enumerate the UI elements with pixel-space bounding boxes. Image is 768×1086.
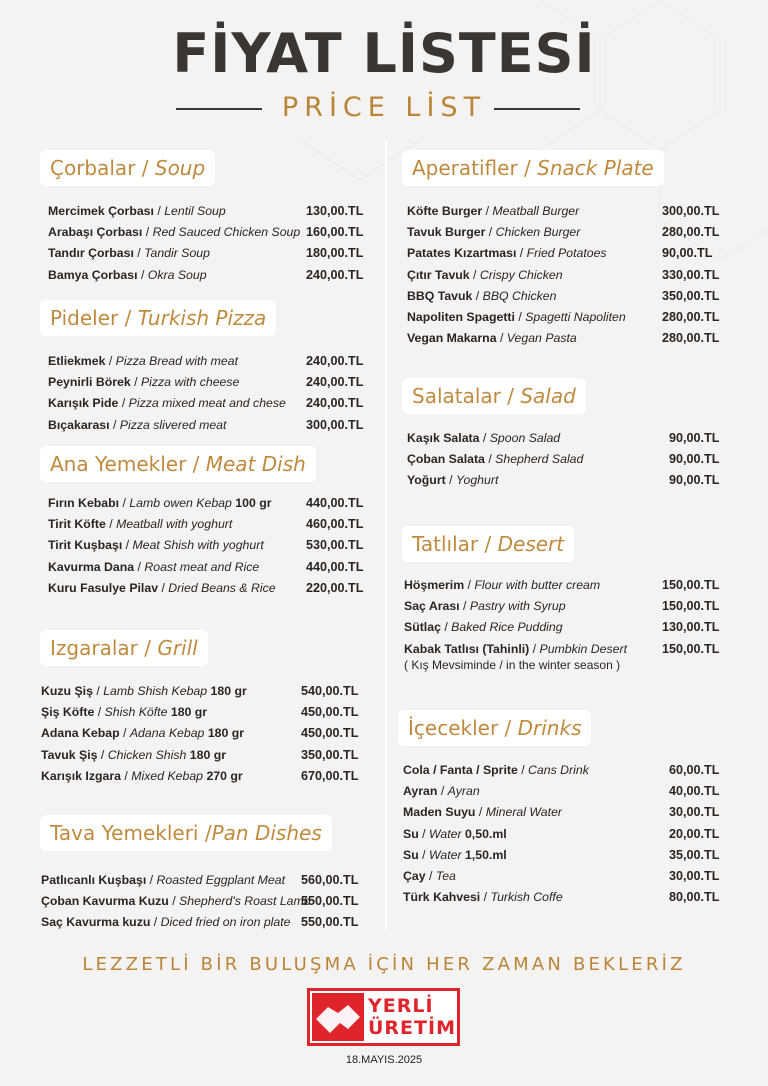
date-label: 18.MAYIS.2025	[345, 1054, 423, 1066]
section-title-en: Meat Dish	[205, 452, 306, 476]
section-header-icecek: İçecekler / Drinks	[398, 710, 591, 746]
item-name: Tavuk Şiş	[41, 747, 98, 762]
item-name: Kabak Tatlısı (Tahinli)	[404, 641, 530, 656]
item-description: Shish Köfte	[104, 705, 168, 720]
item-description: Water	[428, 847, 462, 862]
item-price: 150,00.TL	[662, 641, 720, 656]
section-title-en: Desert	[497, 532, 565, 556]
menu-item: Kuzu Şiş / Lamb Shish Kebap 180 gr	[41, 684, 247, 698]
item-name: Kaşık Salata	[407, 431, 480, 445]
item-description: Cans Drink	[528, 763, 589, 777]
section-title-tr: Tava Yemekleri	[50, 821, 199, 845]
section-title-en: Turkish Pizza	[137, 306, 267, 330]
item-description: Mixed Kebap	[131, 768, 204, 783]
item-description: Shepherd Salad	[495, 452, 584, 467]
item-price: 240,00.TL	[306, 267, 364, 282]
item-price: 550,00.TL	[301, 915, 359, 930]
page-title: FİYAT LİSTESİ	[172, 22, 596, 85]
item-description: Roast meat and Rice	[144, 559, 260, 574]
item-description: Pizza mixed meat and chese	[128, 396, 286, 411]
menu-item: Tavuk Şiş / Chicken Shish 180 gr	[41, 747, 227, 762]
section-title-en: Soup	[154, 156, 206, 180]
item-description: Baked Rice Pudding	[451, 620, 563, 635]
item-description: Okra Soup	[147, 267, 207, 282]
item-description: Meat Shish with yoghurt	[132, 538, 264, 553]
item-name: Arabaşı Çorbası	[48, 225, 143, 240]
item-price: 90,00.TL	[669, 431, 720, 445]
footer-slogan: LEZZETLİ BİR BULUŞMA İÇİN HER ZAMAN BEKLERİZ	[82, 954, 686, 975]
item-price: 530,00.TL	[306, 538, 364, 553]
menu-item: Şiş Köfte / Shish Köfte 180 gr	[41, 705, 208, 720]
item-price: 560,00.TL	[301, 873, 359, 887]
menu-item: Karışık Pide / Pizza mixed meat and chese	[48, 396, 286, 411]
menu-item: Tavuk Burger / Chicken Burger	[407, 225, 581, 240]
item-name: Türk Kahvesi	[403, 890, 481, 905]
item-name: Kavurma Dana	[48, 559, 135, 574]
item-price: 60,00.TL	[669, 763, 720, 777]
item-price: 330,00.TL	[662, 267, 720, 282]
item-description: Turkish Coffe	[490, 890, 563, 905]
menu-item: Su / Water 0,50.ml	[403, 826, 507, 841]
item-price: 670,00.TL	[301, 768, 359, 783]
item-price: 280,00.TL	[662, 310, 720, 324]
item-price: 460,00.TL	[306, 517, 364, 532]
item-price: 220,00.TL	[306, 580, 364, 595]
item-portion: 0,50.ml	[464, 826, 507, 841]
item-description: Shepherd's Roast Lamb	[179, 894, 311, 909]
item-portion: 180 gr	[170, 705, 208, 720]
item-portion: 270 gr	[206, 768, 243, 783]
item-description: Tea	[435, 869, 456, 883]
section-header-aperatif: Aperatifler / Snack Plate	[402, 150, 664, 186]
item-description: Yoghurt	[455, 473, 499, 488]
item-description: Adana Kebap	[129, 726, 205, 741]
section-header-salata: Salatalar / Salad	[402, 378, 586, 414]
menu-item: Fırın Kebabı / Lamb owen Kebap 100 gr	[48, 496, 272, 510]
column-divider	[385, 140, 387, 930]
section-header-ana: Ana Yemekler / Meat Dish	[40, 446, 316, 482]
section-title-tr: Tatlılar	[412, 532, 479, 556]
item-name: Köfte Burger	[407, 204, 483, 218]
item-price: 240,00.TL	[306, 375, 364, 390]
item-name: Su	[403, 847, 419, 862]
item-price: 550,00.TL	[301, 894, 359, 909]
item-name: Etliekmek	[48, 354, 106, 368]
menu-item: Arabaşı Çorbası / Red Sauced Chicken Soup	[48, 225, 301, 240]
item-name: Karışık Izgara	[41, 768, 121, 783]
item-description: Meatball with yoghurt	[116, 517, 233, 532]
menu-item: Türk Kahvesi / Turkish Coffe	[403, 890, 563, 905]
item-price: 130,00.TL	[662, 620, 720, 635]
menu-item: Bıçakarası / Pizza slivered meat	[48, 417, 227, 432]
menu-item: Etliekmek / Pizza Bread with meat	[48, 354, 239, 368]
section-title-tr: Aperatifler	[412, 156, 518, 180]
item-name: Cola / Fanta / Sprite	[403, 763, 518, 777]
menu-item: Köfte Burger / Meatball Burger	[407, 204, 580, 218]
menu-item: Peynirli Börek / Pizza with cheese	[48, 375, 240, 390]
item-name: Çay	[403, 869, 426, 883]
item-price: 40,00.TL	[669, 784, 720, 799]
item-name: Sütlaç	[404, 620, 441, 635]
item-description: BBQ Chicken	[482, 288, 557, 303]
item-name: Saç Kavurma kuzu	[41, 915, 151, 930]
menu-item: Karışık Izgara / Mixed Kebap 270 gr	[41, 768, 243, 783]
item-description: Vegan Pasta	[506, 331, 577, 346]
section-header-pideler: Pideler / Turkish Pizza	[40, 300, 276, 336]
item-description: Water	[428, 826, 462, 841]
menu-item: Kaşık Salata / Spoon Salad	[407, 431, 561, 445]
item-name: Peynirli Börek	[48, 375, 131, 390]
item-name: Vegan Makarna	[407, 331, 497, 346]
section-title-tr: Çorbalar	[50, 156, 136, 180]
item-price: 160,00.TL	[306, 225, 364, 240]
item-price: 90,00.TL	[669, 473, 720, 488]
item-price: 90,00.TL	[662, 246, 713, 261]
item-name: Su	[403, 826, 419, 841]
section-title-tr: Pideler	[50, 306, 119, 330]
item-name: Kuru Fasulye Pilav	[48, 580, 159, 595]
item-name: Fırın Kebabı	[48, 496, 120, 510]
item-name: Bıçakarası	[48, 417, 110, 432]
menu-item: Saç Kavurma kuzu / Diced fried on iron plate	[41, 915, 291, 930]
item-price: 300,00.TL	[306, 417, 364, 432]
section-title-en: Salad	[520, 384, 576, 408]
menu-item: Vegan Makarna / Vegan Pasta	[407, 331, 577, 346]
section-note: ( Kış Mevsiminde / in the winter season )	[404, 657, 621, 672]
yerli-uretim-logo	[307, 988, 460, 1046]
item-description: Lamb Shish Kebap	[103, 684, 208, 698]
menu-item: Mercimek Çorbası / Lentil Soup	[48, 204, 226, 218]
item-name: Çoban Salata	[407, 452, 485, 467]
menu-item: Patlıcanlı Kuşbaşı / Roasted Eggplant Meat	[41, 873, 286, 887]
item-description: Chicken Burger	[495, 225, 581, 240]
item-price: 30,00.TL	[669, 869, 720, 883]
menu-item: Saç Arası / Pastry with Syrup	[404, 599, 566, 614]
item-name: Napoliten Spagetti	[407, 310, 515, 324]
item-description: Pizza with cheese	[140, 375, 240, 390]
item-name: Çoban Kavurma Kuzu	[41, 894, 169, 909]
section-header-izgara: Izgaralar / Grill	[40, 630, 208, 666]
item-name: Çıtır Tavuk	[407, 267, 470, 282]
item-description: Lentil Soup	[164, 204, 226, 218]
item-portion: 1,50.ml	[464, 847, 507, 862]
menu-item: Su / Water 1,50.ml	[403, 847, 507, 862]
item-description: Red Sauced Chicken Soup	[152, 225, 301, 240]
menu-item: Napoliten Spagetti / Spagetti Napoliten	[407, 310, 626, 324]
section-header-tatli: Tatlılar / Desert	[402, 526, 574, 562]
menu-item: Patates Kızartması / Fried Potatoes	[407, 246, 607, 261]
item-price: 20,00.TL	[669, 826, 720, 841]
menu-item: Kabak Tatlısı (Tahinli) / Pumbkin Desert	[404, 641, 627, 656]
section-title-tr: Izgaralar	[50, 636, 138, 660]
item-price: 35,00.TL	[669, 847, 720, 862]
section-header-tava: Tava Yemekleri /Pan Dishes	[40, 815, 332, 851]
item-description: Roasted Eggplant Meat	[156, 873, 286, 887]
item-portion: 180 gr	[210, 684, 247, 698]
menu-item: Tandır Çorbası / Tandir Soup	[48, 246, 210, 261]
item-price: 130,00.TL	[306, 204, 364, 218]
item-name: Maden Suyu	[403, 805, 476, 820]
item-name: Tavuk Burger	[407, 225, 486, 240]
item-description: Spagetti Napoliten	[525, 310, 626, 324]
menu-item: Bamya Çorbası / Okra Soup	[48, 267, 207, 282]
item-description: Ayran	[447, 784, 480, 799]
menu-item: Sütlaç / Baked Rice Pudding	[404, 620, 563, 635]
item-description: Spoon Salad	[489, 431, 561, 445]
menu-item: Cola / Fanta / Sprite / Cans Drink	[403, 763, 589, 777]
menu-item: Çoban Salata / Shepherd Salad	[407, 452, 584, 467]
item-description: Flour with butter cream	[474, 578, 601, 592]
menu-item: Höşmerim / Flour with butter cream	[404, 578, 601, 592]
item-name: Patlıcanlı Kuşbaşı	[41, 873, 147, 887]
item-price: 280,00.TL	[662, 225, 720, 240]
menu-item: Maden Suyu / Mineral Water	[403, 805, 562, 820]
item-price: 300,00.TL	[662, 204, 720, 218]
section-title-tr: Ana Yemekler	[50, 452, 187, 476]
logo-line1: YERLİ	[368, 995, 434, 1017]
item-name: Karışık Pide	[48, 396, 119, 411]
item-name: Ayran	[403, 784, 438, 799]
menu-item: Kuru Fasulye Pilav / Dried Beans & Rice	[48, 580, 276, 595]
item-description: Pastry with Syrup	[469, 599, 566, 614]
item-name: Tirit Kuşbaşı	[48, 538, 123, 553]
item-description: Tandir Soup	[144, 246, 210, 261]
item-name: Höşmerim	[404, 578, 465, 592]
menu-item: Tirit Köfte / Meatball with yoghurt	[48, 517, 233, 532]
item-name: Tandır Çorbası	[48, 246, 134, 261]
menu-item: Tirit Kuşbaşı / Meat Shish with yoghurt	[48, 538, 264, 553]
menu-item: BBQ Tavuk / BBQ Chicken	[407, 288, 557, 303]
item-description: Pizza Bread with meat	[115, 354, 239, 368]
item-price: 350,00.TL	[662, 288, 720, 303]
item-description: Meatball Burger	[492, 204, 580, 218]
section-title-en: Grill	[157, 636, 198, 660]
item-price: 440,00.TL	[306, 496, 364, 510]
item-description: Dried Beans & Rice	[168, 580, 276, 595]
section-header-corbalar: Çorbalar / Soup	[40, 150, 215, 186]
item-price: 180,00.TL	[306, 246, 364, 261]
item-name: Saç Arası	[404, 599, 460, 614]
item-description: Diced fried on iron plate	[160, 915, 291, 930]
section-title-en: Snack Plate	[537, 156, 654, 180]
menu-item: Çıtır Tavuk / Crispy Chicken	[407, 267, 563, 282]
item-name: Tirit Köfte	[48, 517, 106, 532]
section-title-tr: Salatalar	[412, 384, 501, 408]
item-name: BBQ Tavuk	[407, 288, 476, 303]
item-description: Crispy Chicken	[479, 267, 563, 282]
item-price: 440,00.TL	[306, 559, 364, 574]
item-name: Patates Kızartması	[407, 246, 517, 261]
item-price: 540,00.TL	[301, 684, 359, 698]
section-title-en: Pan Dishes	[211, 821, 322, 845]
item-name: Bamya Çorbası	[48, 267, 138, 282]
item-price: 450,00.TL	[301, 726, 359, 741]
menu-item: Çoban Kavurma Kuzu / Shepherd's Roast Lamb	[41, 894, 311, 909]
item-price: 240,00.TL	[306, 396, 364, 411]
menu-item: Adana Kebap / Adana Kebap 180 gr	[41, 726, 245, 741]
item-description: Fried Potatoes	[526, 246, 607, 261]
item-portion: 180 gr	[189, 747, 227, 762]
menu-item: Kavurma Dana / Roast meat and Rice	[48, 559, 260, 574]
item-name: Şiş Köfte	[41, 705, 95, 720]
item-description: Pizza slivered meat	[119, 417, 227, 432]
item-name: Mercimek Çorbası	[48, 204, 154, 218]
logo-line2: ÜRETİM	[368, 1017, 456, 1039]
item-price: 280,00.TL	[662, 331, 720, 346]
item-price: 240,00.TL	[306, 354, 364, 368]
handshake-icon	[312, 993, 364, 1041]
page-subtitle: PRİCE LİST	[281, 92, 487, 123]
item-price: 350,00.TL	[301, 747, 359, 762]
item-description: Mineral Water	[485, 805, 562, 820]
item-price: 80,00.TL	[669, 890, 720, 905]
item-price: 150,00.TL	[662, 599, 720, 614]
item-portion: 100 gr	[235, 496, 272, 510]
menu-item: Ayran / Ayran	[403, 784, 480, 799]
item-name: Kuzu Şiş	[41, 684, 93, 698]
menu-item: Yoğurt / Yoghurt	[407, 473, 499, 488]
section-title-en: Drinks	[517, 716, 582, 740]
item-portion: 180 gr	[207, 726, 245, 741]
menu-item: Çay / Tea	[403, 869, 456, 883]
section-title-tr: İçecekler	[408, 716, 499, 740]
item-price: 150,00.TL	[662, 578, 720, 592]
item-price: 30,00.TL	[669, 805, 720, 820]
item-name: Yoğurt	[407, 473, 446, 488]
item-description: Lamb owen Kebap	[129, 496, 232, 510]
item-description: Pumbkin Desert	[539, 641, 627, 656]
item-price: 450,00.TL	[301, 705, 359, 720]
item-name: Adana Kebap	[41, 726, 120, 741]
item-price: 90,00.TL	[669, 452, 720, 467]
item-description: Chicken Shish	[107, 747, 187, 762]
